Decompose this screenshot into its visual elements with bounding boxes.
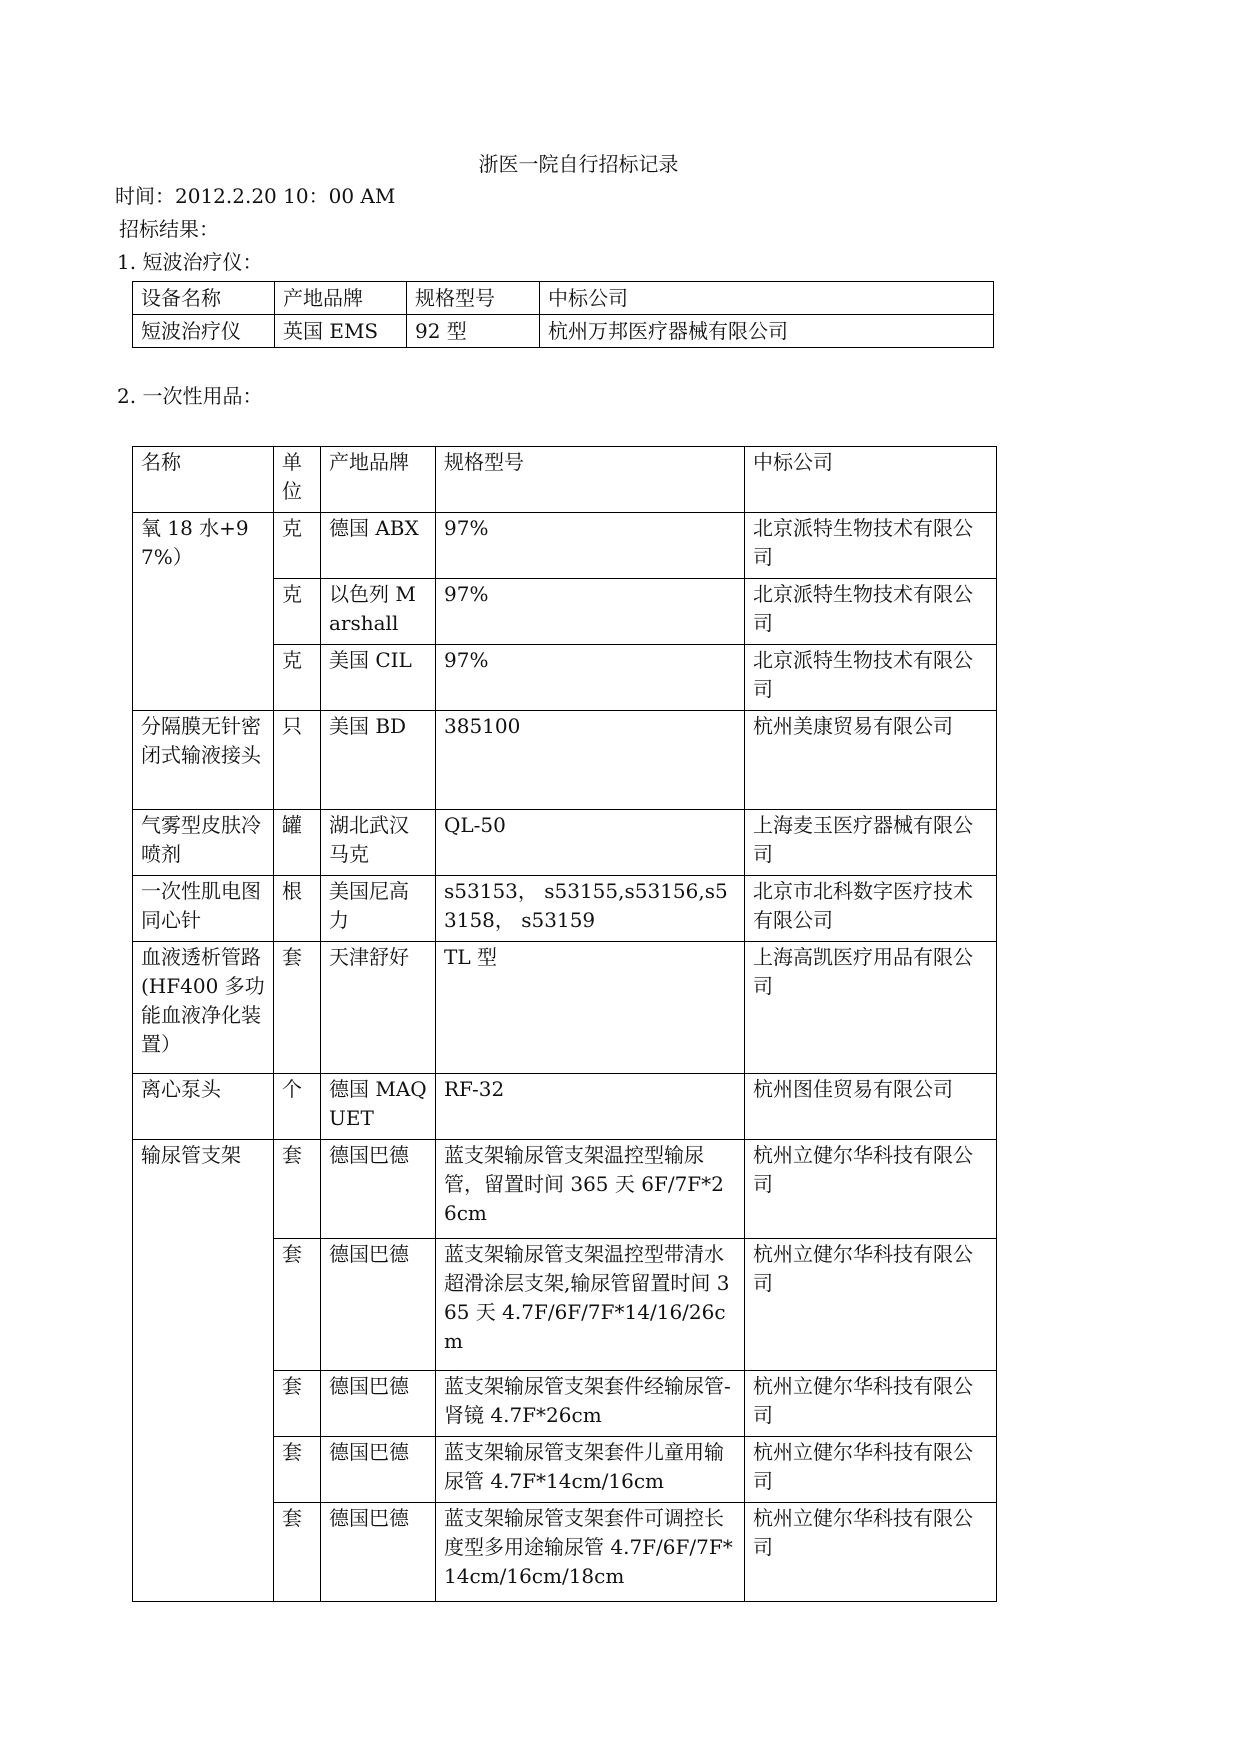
header-cell: 规格型号 [407, 282, 540, 315]
unit-cell: 克 [274, 513, 321, 579]
spec-cell: 蓝支架输尿管支架套件经输尿管-肾镜 4.7F*26cm [436, 1371, 745, 1437]
item-name-cell: 输尿管支架 [133, 1140, 274, 1602]
table-row [133, 1140, 997, 1239]
unit-cell: 根 [274, 876, 321, 942]
unit-cell: 套 [274, 1437, 321, 1503]
table-cell: 英国 EMS [275, 315, 407, 348]
brand-cell: 德国 MAQUET [321, 1074, 436, 1140]
company-cell: 杭州图佳贸易有限公司 [745, 1074, 997, 1140]
brand-cell: 美国尼高力 [321, 876, 436, 942]
header-cell: 规格型号 [436, 447, 745, 513]
item-name-cell: 一次性肌电图同心针 [133, 876, 274, 942]
header-cell: 名称 [133, 447, 274, 513]
company-cell: 杭州立健尔华科技有限公司 [745, 1503, 997, 1602]
company-cell: 北京派特生物技术有限公司 [745, 579, 997, 645]
company-cell: 杭州美康贸易有限公司 [745, 711, 997, 810]
brand-cell: 湖北武汉马克 [321, 810, 436, 876]
item-name-cell: 气雾型皮肤冷喷剂 [133, 810, 274, 876]
section1-heading: 1. 短波治疗仪： [117, 250, 263, 274]
brand-cell: 美国 BD [321, 711, 436, 810]
result-label: 招标结果： [119, 217, 219, 241]
header-cell: 设备名称 [133, 282, 275, 315]
header-cell: 中标公司 [540, 282, 994, 315]
unit-cell: 克 [274, 645, 321, 711]
spec-cell: 蓝支架输尿管支架温控型带清水超滑涂层支架,输尿管留置时间 365 天 4.7F/6F/7F*14/16/26cm [436, 1239, 745, 1371]
spec-cell: 97% [436, 513, 745, 579]
brand-cell: 以色列 Marshall [321, 579, 436, 645]
brand-cell: 德国 ABX [321, 513, 436, 579]
item-name-cell: 离心泵头 [133, 1074, 274, 1140]
brand-cell: 美国 CIL [321, 645, 436, 711]
company-cell: 上海麦玉医疗器械有限公司 [745, 810, 997, 876]
company-cell: 北京派特生物技术有限公司 [745, 513, 997, 579]
spec-cell: 97% [436, 645, 745, 711]
table-cell: 短波治疗仪 [133, 315, 275, 348]
section2-heading: 2. 一次性用品： [117, 384, 263, 408]
brand-cell: 天津舒好 [321, 942, 436, 1074]
table-cell: 92 型 [407, 315, 540, 348]
unit-cell: 套 [274, 942, 321, 1074]
table-row [133, 315, 994, 348]
equipment-table [132, 281, 994, 348]
company-cell: 杭州立健尔华科技有限公司 [745, 1371, 997, 1437]
brand-cell: 德国巴德 [321, 1437, 436, 1503]
company-cell: 北京市北科数字医疗技术有限公司 [745, 876, 997, 942]
spec-cell: 蓝支架输尿管支架套件儿童用输尿管 4.7F*14cm/16cm [436, 1437, 745, 1503]
item-name-cell: 血液透析管路(HF400 多功能血液净化装置） [133, 942, 274, 1074]
unit-cell: 克 [274, 579, 321, 645]
company-cell: 北京派特生物技术有限公司 [745, 645, 997, 711]
header-cell: 产地品牌 [321, 447, 436, 513]
spec-cell: TL 型 [436, 942, 745, 1074]
table-row [133, 711, 997, 810]
table-header-row [133, 447, 997, 513]
unit-cell: 个 [274, 1074, 321, 1140]
company-cell: 杭州立健尔华科技有限公司 [745, 1437, 997, 1503]
brand-cell: 德国巴德 [321, 1140, 436, 1239]
page-title: 浙医一院自行招标记录 [478, 152, 679, 176]
table-header-row [133, 282, 994, 315]
table-row [133, 810, 997, 876]
spec-cell: 97% [436, 579, 745, 645]
unit-cell: 套 [274, 1503, 321, 1602]
table-row [133, 513, 997, 579]
table-row [133, 942, 997, 1074]
brand-cell: 德国巴德 [321, 1371, 436, 1437]
item-name-cell: 氧 18 水+97%） [133, 513, 274, 711]
unit-cell: 套 [274, 1239, 321, 1371]
header-cell: 产地品牌 [275, 282, 407, 315]
spec-cell: 385100 [436, 711, 745, 810]
brand-cell: 德国巴德 [321, 1503, 436, 1602]
unit-cell: 套 [274, 1140, 321, 1239]
time-line: 时间：2012.2.20 10：00 AM [115, 184, 396, 208]
spec-cell: 蓝支架输尿管支架温控型输尿管，留置时间 365 天 6F/7F*26cm [436, 1140, 745, 1239]
unit-cell: 套 [274, 1371, 321, 1437]
item-name-cell: 分隔膜无针密闭式输液接头 [133, 711, 274, 810]
supplies-table [132, 446, 997, 1602]
company-cell: 杭州立健尔华科技有限公司 [745, 1140, 997, 1239]
spec-cell: RF-32 [436, 1074, 745, 1140]
table-row [133, 1074, 997, 1140]
company-cell: 杭州立健尔华科技有限公司 [745, 1239, 997, 1371]
spec-cell: 蓝支架输尿管支架套件可调控长度型多用途输尿管 4.7F/6F/7F*14cm/16cm/18cm [436, 1503, 745, 1602]
spec-cell: s53153， s53155,s53156,s53158， s53159 [436, 876, 745, 942]
spec-cell: QL-50 [436, 810, 745, 876]
header-cell: 单位 [274, 447, 321, 513]
brand-cell: 德国巴德 [321, 1239, 436, 1371]
table-cell: 杭州万邦医疗器械有限公司 [540, 315, 994, 348]
header-cell: 中标公司 [745, 447, 997, 513]
unit-cell: 只 [274, 711, 321, 810]
unit-cell: 罐 [274, 810, 321, 876]
table-row [133, 876, 997, 942]
company-cell: 上海高凯医疗用品有限公司 [745, 942, 997, 1074]
